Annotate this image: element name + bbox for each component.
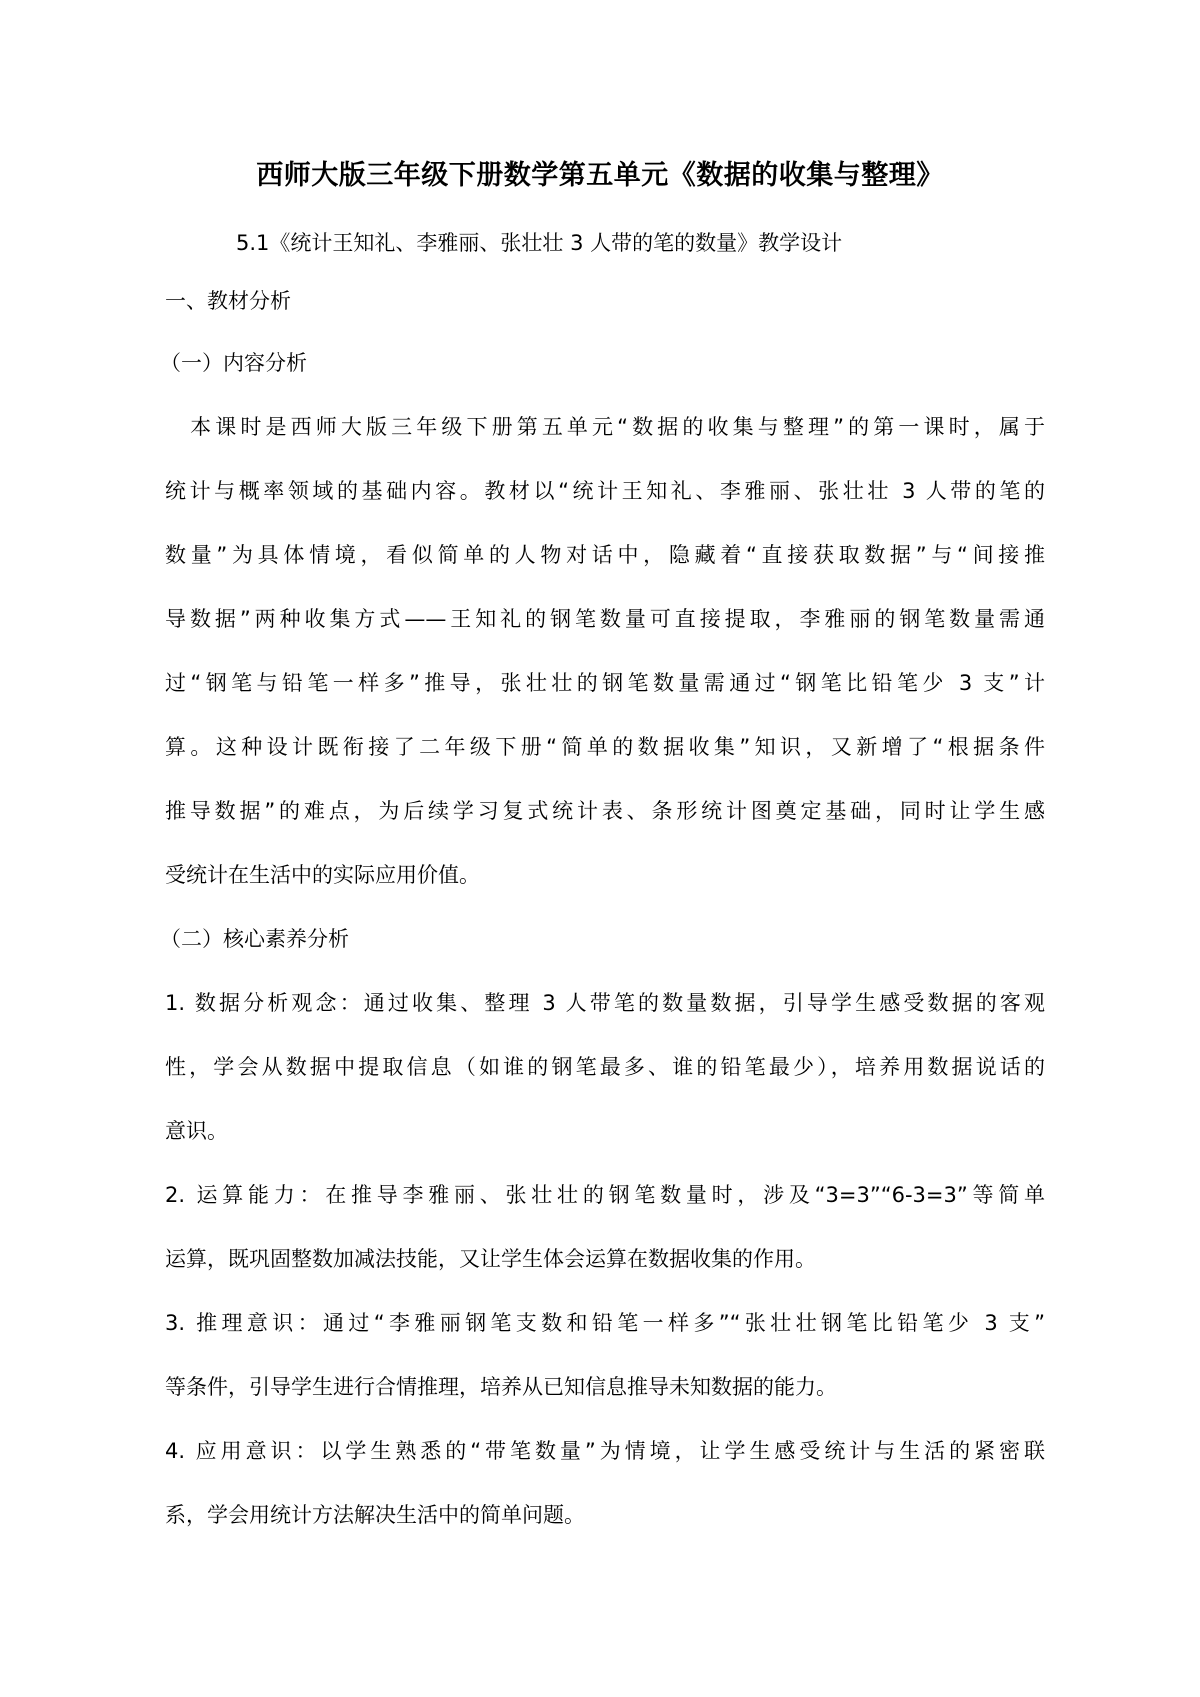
- paragraph-line: 本课时是西师大版三年级下册第五单元“数据的收集与整理”的第一课时，属于: [165, 415, 1045, 439]
- list-item-line: 1. 数据分析观念：通过收集、整理 3 人带笔的数量数据，引导学生感受数据的客观: [165, 991, 1045, 1015]
- subsection-heading-content-analysis: （一）内容分析: [160, 351, 307, 375]
- lesson-subtitle: 5.1《统计王知礼、李雅丽、张壮壮 3 人带的笔的数量》教学设计: [236, 231, 843, 255]
- list-item-line: 运算，既巩固整数加减法技能，又让学生体会运算在数据收集的作用。: [165, 1247, 816, 1271]
- paragraph-line: 受统计在生活中的实际应用价值。: [165, 863, 480, 887]
- list-item-line: 3. 推理意识：通过“李雅丽钢笔支数和铅笔一样多”“张壮壮钢笔比铅笔少 3 支”: [165, 1311, 1045, 1335]
- paragraph-line: 导数据”两种收集方式——王知礼的钢笔数量可直接提取，李雅丽的钢笔数量需通: [165, 607, 1045, 631]
- list-item-line: 系，学会用统计方法解决生活中的简单问题。: [165, 1503, 585, 1527]
- list-item-line: 等条件，引导学生进行合情推理，培养从已知信息推导未知数据的能力。: [165, 1375, 837, 1399]
- paragraph-line: 数量”为具体情境，看似简单的人物对话中，隐藏着“直接获取数据”与“间接推: [165, 543, 1045, 567]
- paragraph-line: 统计与概率领域的基础内容。教材以“统计王知礼、李雅丽、张壮壮 3 人带的笔的: [165, 479, 1045, 503]
- paragraph-line: 过“钢笔与铅笔一样多”推导，张壮壮的钢笔数量需通过“钢笔比铅笔少 3 支”计: [165, 671, 1045, 695]
- list-item-line: 4. 应用意识：以学生熟悉的“带笔数量”为情境，让学生感受统计与生活的紧密联: [165, 1439, 1045, 1463]
- paragraph-line: 推导数据”的难点，为后续学习复式统计表、条形统计图奠定基础，同时让学生感: [165, 799, 1045, 823]
- section-heading-textbook-analysis: 一、教材分析: [165, 289, 291, 313]
- list-item-line: 性，学会从数据中提取信息（如谁的钢笔最多、谁的铅笔最少），培养用数据说话的: [165, 1055, 1045, 1079]
- document-title: 西师大版三年级下册数学第五单元《数据的收集与整理》: [256, 160, 944, 191]
- list-item-line: 2. 运算能力：在推导李雅丽、张壮壮的钢笔数量时，涉及“3=3”“6-3=3”等简单: [165, 1183, 1045, 1207]
- list-item-line: 意识。: [165, 1119, 228, 1143]
- paragraph-line: 算。这种设计既衔接了二年级下册“简单的数据收集”知识，又新增了“根据条件: [165, 735, 1045, 759]
- subsection-heading-core-literacy: （二）核心素养分析: [160, 927, 349, 951]
